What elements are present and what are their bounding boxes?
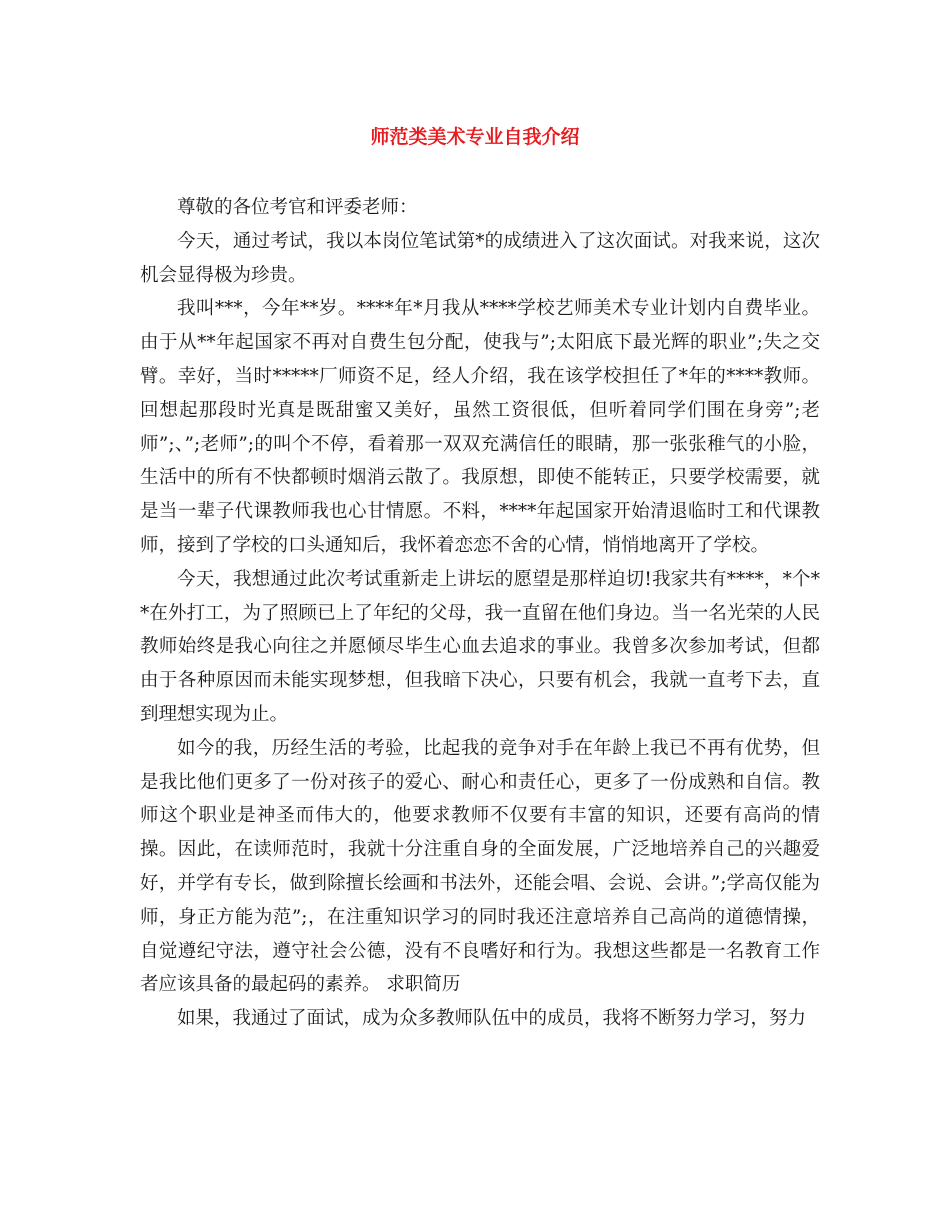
paragraph: 如今的我，历经生活的考验，比起我的竞争对手在年龄上我已不再有优势，但是我比他们更多了一份对孩子的爱心、耐心和责任心，更多了一份成熟和自信。教师这个职业是神圣而伟大的，他要求教师不仅要有丰富的知识，还要有高尚的情操。因此，在读师范时，我就十分注重自身的全面发展，广泛地培养自己的兴趣爱好，并学有专长，做到除擅长绘画和书法外，还能会唱、会说、会讲。”;学高仅能为师，身正方能为范”;，在注重知识学习的同时我还注意培养自己高尚的道德情操，自觉遵纪守法，遵守社会公德，没有不良嗜好和行为。我想这些都是一名教育工作者应该具备的最起码的素养。 求职简历 [140,737,820,996]
paragraph: 如果，我通过了面试，成为众多教师队伍中的成员，我将不断努力学习，努力 [177,1008,807,1030]
page-title: 师范类美术专业自我介绍 [370,126,580,148]
salutation: 尊敬的各位考官和评委老师： [177,197,418,218]
document-body [140,191,820,1036]
paragraph: 我叫***，今年**岁。****年*月我从****学校艺师美术专业计划内自费毕业。由于从**年起国家不再对自费生包分配，使我与”;太阳底下最光辉的职业”;失之交臂。幸好，当时*****厂师资不足，经人介绍，我在该学校担任了*年的****教师。回想起那段时光真是既甜蜜又美好，虽然工资很低，但听着同学们围在身旁”;老师”;、”;老师”;的叫个不停，看着那一双双充满信任的眼睛，那一张张稚气的小脸，生活中的所有不快都顿时烟消云散了。我原想，即使不能转正，只要学校需要，就是当一辈子代课教师我也心甘情愿。不料，****年起国家开始清退临时工和代课教师，接到了学校的口头通知后，我怀着恋恋不舍的心情，悄悄地离开了学校。 [140,298,820,556]
paragraph: 今天，通过考试，我以本岗位笔试第*的成绩进入了这次面试。对我来说，这次机会显得极为珍贵。 [140,230,820,286]
paragraph: 今天，我想通过此次考试重新走上讲坛的愿望是那样迫切!我家共有****，*个**在外打工，为了照顾已上了年纪的父母，我一直留在他们身边。当一名光荣的人民教师始终是我心向往之并愿倾尽毕生心血去追求的事业。我曾多次参加考试，但都由于各种原因而未能实现梦想，但我暗下决心，只要有机会，我就一直考下去，直到理想实现为止。 [140,568,820,725]
